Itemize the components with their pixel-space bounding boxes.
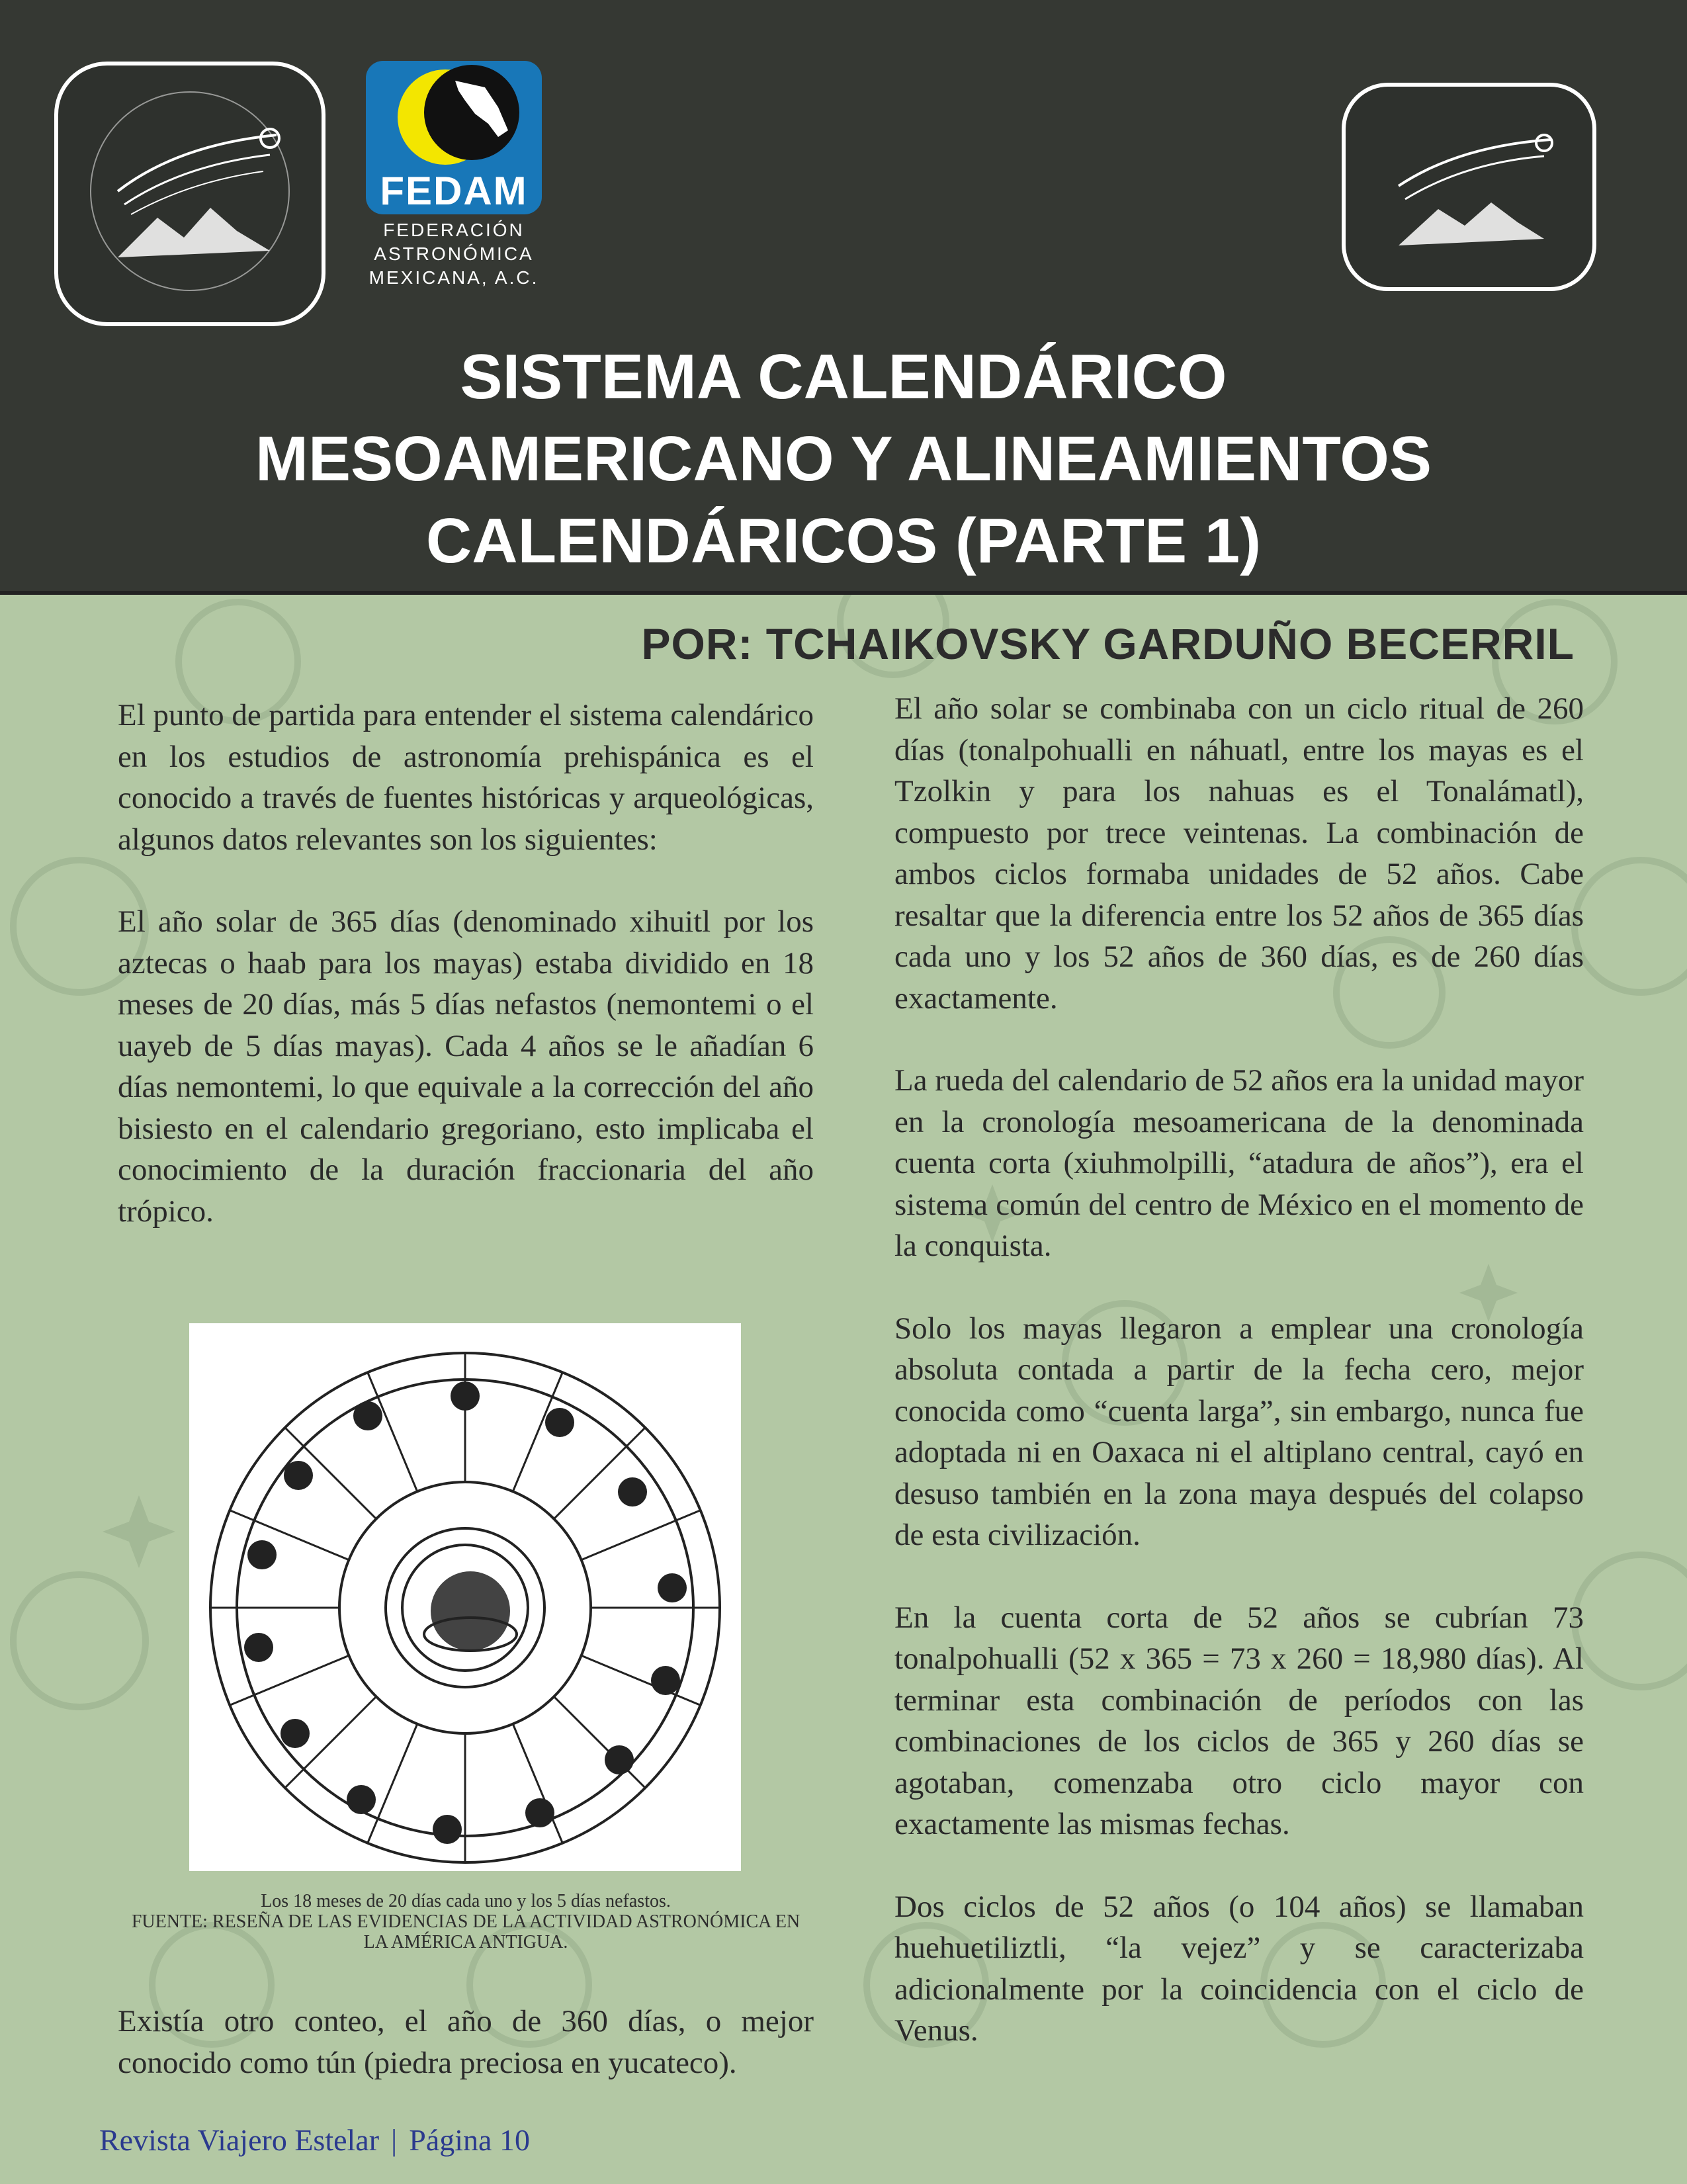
- right-paragraph-5: Dos ciclos de 52 años (o 104 años) se llamaban huehuetiliztli, “la vejez” y se caracterizaba adicionalmente por la coincidencia con el ciclo de Venus.: [894, 1889, 1584, 2048]
- fedam-logo: [363, 61, 545, 290]
- comet-mountain-icon: [58, 66, 322, 322]
- right-paragraph-2: La rueda del calendario de 52 años era la unidad mayor en la cronología mesoamericana de la denominada cuenta corta (xiuhmolpilli, “atadura de años”), era el sistema común del centro de México en el momento de la conquista.: [894, 1063, 1584, 1263]
- page-number: Página 10: [409, 2123, 530, 2157]
- fedam-line-3: MEXICANA, A.C.: [368, 267, 539, 288]
- figure-caption: [118, 1891, 814, 1952]
- left-column: [118, 695, 814, 1273]
- fedam-emblem: [366, 61, 542, 214]
- title-line-1: SISTEMA CALENDÁRICO: [460, 341, 1227, 412]
- left-paragraph-2: El año solar de 365 días (denominado xihuitl por los aztecas o haab para los mayas) estaba dividido en 18 meses de 20 días, más 5 días nefastos (nemontemi o el uayeb de 5 días mayas). Cada 4 años se le añadían 6 días nemontemi, lo que equivale a la corrección del año bisiesto en el calendario gregoriano, esto implicaba el conocimiento de la duración fraccionaria del año trópico.: [118, 904, 814, 1229]
- avt-logo-right: [1342, 83, 1596, 291]
- right-paragraph-3: Solo los mayas llegaron a emplear una cronología absoluta contada a partir de la fecha cero, mejor conocida como “cuenta larga”, sin embargo, nunca fue adoptada ni en Oaxaca ni el altiplano central, cayó en desuso también en la zona maya después del colapso de esta civilización.: [894, 1311, 1584, 1552]
- left-closing-paragraph: Existía otro conteo, el año de 360 días, o mejor conocido como tún (piedra preciosa en yucateco).: [118, 2004, 814, 2080]
- author-byline: POR: TCHAIKOVSKY GARDUÑO BECERRIL: [641, 619, 1575, 668]
- right-paragraph-1: El año solar se combinaba con un ciclo ritual de 260 días (tonalpohualli en náhuatl, entre los mayas es el Tzolkin y para los nahuas es el Tonalámatl), compuesto por trece veintenas. La combinación de ambos ciclos formaba unidades de 52 años. Cabe resaltar que la diferencia entre los 52 años de 365 días cada uno y los 52 años de 360 días, es de 260 días exactamente.: [894, 691, 1584, 1016]
- right-paragraph-4: En la cuenta corta de 52 años se cubrían 73 tonalpohualli (52 x 365 = 73 x 260 = 18,980 días). Al terminar esta combinación de períodos con las combinaciones de los ciclos de 365 y 260 días se agotaban, comenzaba otro ciclo mayor con exactamente las mismas fechas.: [894, 1600, 1584, 1841]
- left-paragraph-1: El punto de partida para entender el sistema calendárico en los estudios de astronomía prehispánica es el conocido a través de fuentes históricas y arqueológicas, algunos datos relevantes son los siguientes:: [118, 698, 814, 857]
- avt-logo-left: [54, 62, 325, 326]
- title-line-3: CALENDÁRICOS (PARTE 1): [425, 505, 1262, 576]
- fedam-acronym: FEDAM: [380, 169, 528, 213]
- magazine-name: Revista Viajero Estelar: [99, 2123, 380, 2157]
- calendar-wheel-illustration: [189, 1323, 741, 1871]
- article-title: [0, 336, 1687, 582]
- caption-source-line-2: LA AMÉRICA ANTIGUA.: [363, 1932, 568, 1952]
- fedam-line-2: ASTRONÓMICA: [374, 243, 534, 264]
- fedam-line-1: FEDERACIÓN: [383, 220, 525, 240]
- moon-mexico-icon: [366, 61, 542, 173]
- caption-line-1: Los 18 meses de 20 días cada uno y los 5 días nefastos.: [261, 1891, 671, 1911]
- right-column: [894, 688, 1584, 2093]
- page-header: [0, 0, 1687, 595]
- caption-source-line-1: FUENTE: RESEÑA DE LAS EVIDENCIAS DE LA ACTIVIDAD ASTRONÓMICA EN: [131, 1911, 800, 1932]
- calendar-wheel-figure: [189, 1323, 741, 1871]
- comet-mountain-icon: [1346, 87, 1592, 287]
- page-footer: [99, 2122, 530, 2158]
- title-line-2: MESOAMERICANO Y ALINEAMIENTOS: [255, 423, 1432, 494]
- footer-separator: |: [391, 2123, 398, 2157]
